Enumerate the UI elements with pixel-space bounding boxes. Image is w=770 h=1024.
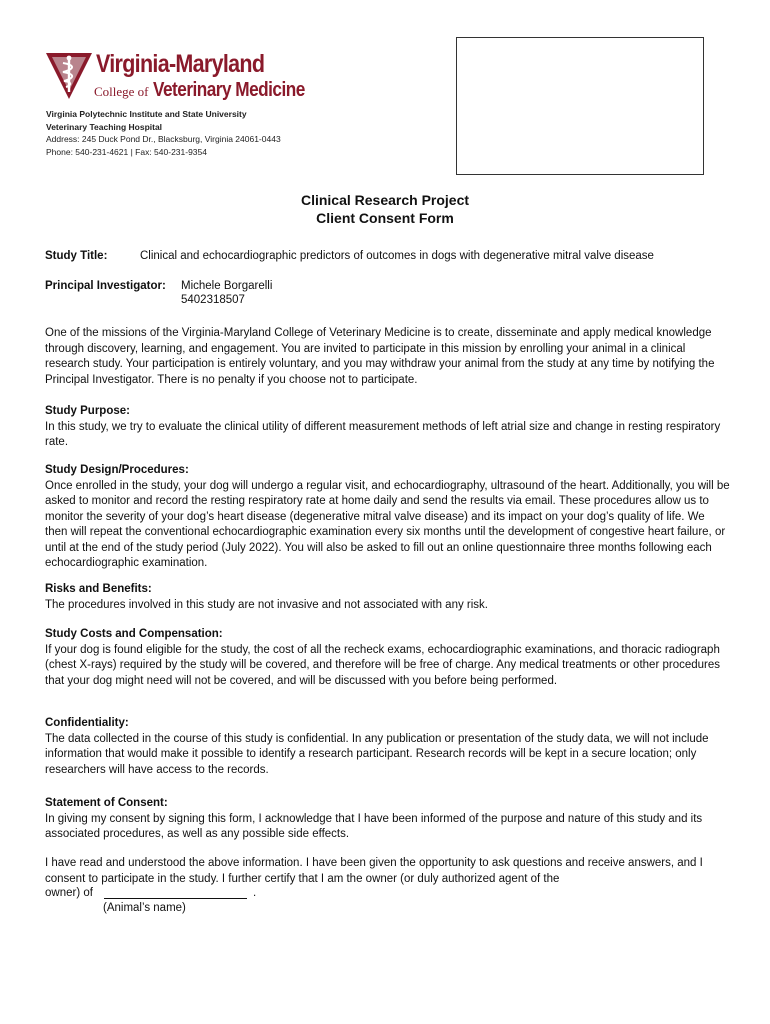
college-logo [46,50,305,102]
purpose-text: In this study, we try to evaluate the clinical utility of different measurement methods of left atrial size and change in resting respiratory rate. [45,420,721,448]
logo-subtitle [94,79,329,102]
logo-college-of: College of [94,84,149,99]
hospital-name: Veterinary Teaching Hospital [46,121,163,132]
confidentiality-text: The data collected in the course of this study is confidential. In any publication or presentation of the study data, we will not include information that would make it possible to identify a research participant. Research records will be kept in a secure location; only researchers will have access to the records. [45,732,709,776]
consent-section [45,796,730,843]
label-box [456,37,704,175]
animal-name-caption: (Animal’s name) [103,902,186,914]
logo-veterinary-medicine: Veterinary Medicine [152,79,305,101]
institution-info [46,108,281,158]
read-understood-paragraph: I have read and understood the above information. I have been given the opportunity to ask questions and receive answers, and I consent to participate in the study. I further certify that I am the owner (or duly authorized agent of the [45,857,703,885]
intro-paragraph: One of the missions of the Virginia-Maryland College of Veterinary Medicine is to create, disseminate and apply medical knowledge through discovery, learning, and engagement. You are invited to participate in this mission by enrolling your animal in a clinical research study. Your participation is entirely voluntary, and you may withdraw your animal from the study at any time by notifying the Principal Investigator. There is no penalty if you choose not to participate. [45,327,715,386]
form-subtitle: Client Consent Form [316,210,454,226]
owner-line-period: . [253,887,257,899]
form-title: Clinical Research Project [300,192,470,208]
confidentiality-heading: Confidentiality: [45,717,129,729]
animal-name-field[interactable] [104,898,247,899]
principal-investigator-label: Principal Investigator: [45,280,166,292]
purpose-heading: Study Purpose: [45,405,130,417]
consent-heading: Statement of Consent: [45,797,168,809]
study-title-label: Study Title: [45,250,108,262]
purpose-section [45,404,730,451]
confidentiality-section [45,716,730,778]
risks-text: The procedures involved in this study are not invasive and not associated with any risk. [45,598,488,611]
principal-investigator-phone: 5402318507 [181,294,245,306]
risks-section [45,582,730,613]
phone-line: Phone: 540-231-4621 | Fax: 540-231-9354 [46,146,207,157]
address-line: Address: 245 Duck Pond Dr., Blacksburg, Virginia 24061-0443 [46,134,281,144]
consent-text: In giving my consent by signing this form, I acknowledge that I have been informed of the purpose and nature of this study and its associated procedures, as well as any possible side effects. [45,812,703,840]
costs-heading: Study Costs and Compensation: [45,628,223,640]
caduceus-shield-icon [46,53,92,99]
institution-name: Virginia Polytechnic Institute and State University [46,109,247,119]
design-section [45,463,730,572]
logo-wordmark: Virginia-Maryland [96,50,265,78]
costs-section [45,627,730,689]
costs-text: If your dog is found eligible for the study, the cost of all the recheck exams, echocardiographic examinations, and thoracic radiograph (chest X-rays) required by the study will be covered, and therefore will be free of charge. Any medical treatments or other procedures that your dog might need will not be covered, and will be discussed with you before being performed. [45,643,720,687]
risks-heading: Risks and Benefits: [45,583,152,595]
study-title-value: Clinical and echocardiographic predictors of outcomes in dogs with degenerative mitral valve disease [140,250,654,262]
design-text: Once enrolled in the study, your dog will undergo a regular visit, and echocardiography, ultrasound of the heart. Additionally, you will be asked to monitor and record the resting respiratory rate at home daily and send the results via email. These procedures allow us to monitor the severity of your dog’s heart disease (degenerative mitral valve disease) and its impact on your dog’s quality of life. We then will repeat the conventional echocardiographic examination every six months until the development of congestive heart failure, or until at the end of the study period (July 2022). You will also be asked to fill out an online questionnaire three months following each echocardiographic examination. [45,479,730,569]
owner-of-label: owner) of [45,887,93,899]
principal-investigator-name: Michele Borgarelli [181,280,273,292]
design-heading: Study Design/Procedures: [45,464,189,476]
